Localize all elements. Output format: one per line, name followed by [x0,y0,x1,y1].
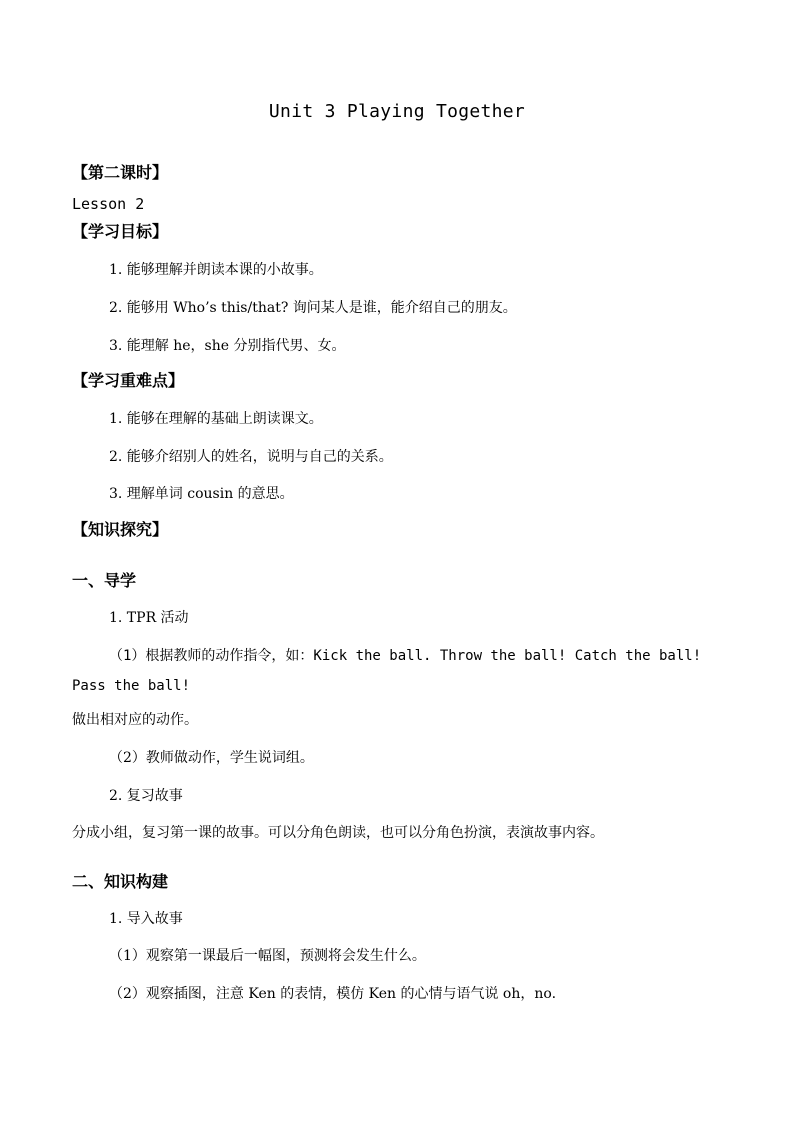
section-guide-heading: 一、导学 [72,571,137,590]
goal-item-3: 3. 能理解 he，she 分别指代男、女。 [109,338,346,354]
section-build-heading: 二、知识构建 [72,872,169,891]
guide-item-1-sub-1-cont: Pass the ball! [72,678,191,694]
key-points-heading: 【学习重难点】 [72,371,185,390]
goal-item-2: 2. 能够用 Who’s this/that? 询问某人是谁，能介绍自己的朋友。 [109,300,517,316]
guide-item-2-text: 分成小组，复习第一课的故事。可以分角色朗读，也可以分角色扮演，表演故事内容。 [72,825,604,841]
goals-heading: 【学习目标】 [72,222,169,241]
guide-item-1: 1. TPR 活动 [109,610,189,626]
goal-item-1: 1. 能够理解并朗读本课的小故事。 [109,262,323,278]
lesson-number: Lesson 2 [72,195,145,213]
build-item-1: 1. 导入故事 [109,911,183,927]
key-point-item-2: 2. 能够介绍别人的姓名，说明与自己的关系。 [109,449,393,465]
guide-item-1-sub-1-end: 做出相对应的动作。 [72,712,198,728]
guide-item-1-sub-1: （1）根据教师的动作指令，如：Kick the ball. Throw the ball! Catch the ball! [109,648,702,664]
document-title: Unit 3 Playing Together [268,101,526,122]
key-point-item-1: 1. 能够在理解的基础上朗读课文。 [109,411,323,427]
explore-heading: 【知识探究】 [72,520,169,539]
key-point-item-3: 3. 理解单词 cousin 的意思。 [109,486,294,502]
guide-item-1-sub-2: （2）教师做动作，学生说词组。 [109,750,314,766]
guide-item-2: 2. 复习故事 [109,788,183,804]
build-item-1-sub-1: （1）观察第一课最后一幅图，预测将会发生什么。 [109,948,426,964]
lesson-period-heading: 【第二课时】 [72,163,169,182]
build-item-1-sub-2: （2）观察插图，注意 Ken 的表情，模仿 Ken 的心情与语气说 oh，no. [109,986,557,1002]
